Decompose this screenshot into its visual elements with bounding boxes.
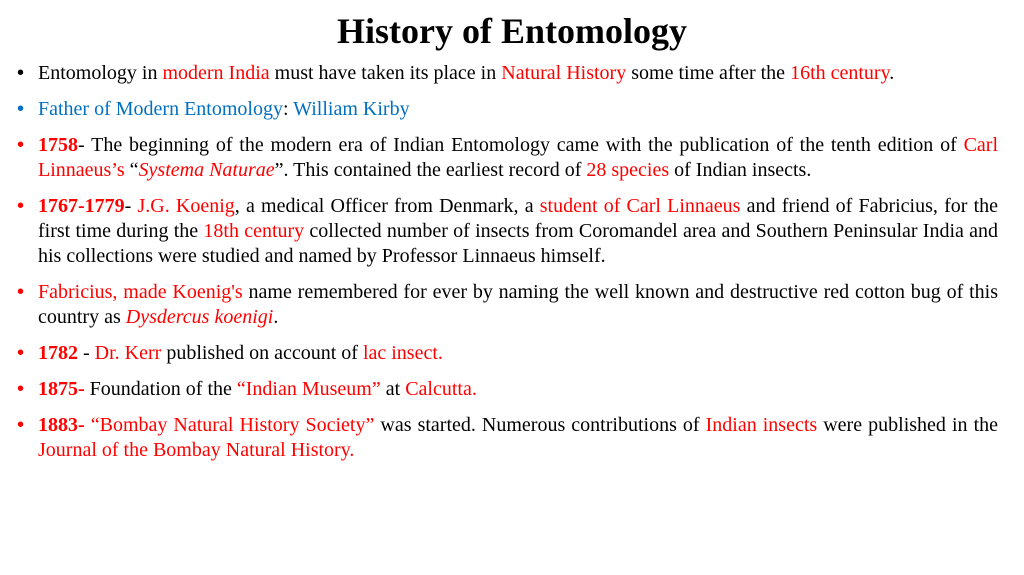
text-segment: - bbox=[78, 342, 95, 364]
text-segment: and friend of Fabricius, for the first time during the bbox=[38, 195, 998, 242]
text-segment: - bbox=[124, 195, 138, 217]
bullet-item-1782 bbox=[17, 341, 998, 366]
text-segment: Foundation of the bbox=[84, 378, 237, 400]
bullet-icon: • bbox=[17, 414, 25, 436]
father-label: Father of Modern Entomology bbox=[38, 98, 283, 120]
highlight-systema-naturae: Systema Naturae bbox=[138, 159, 275, 181]
bullet-item-father bbox=[17, 97, 998, 122]
text-segment: collected number of insects from Coromandel area and Southern Peninsular India and his collections were studied and named by Professor Linnaeus himself. bbox=[38, 220, 998, 267]
slide-title: History of Entomology bbox=[337, 11, 687, 51]
bullet-icon: • bbox=[17, 98, 25, 120]
highlight-lac-insect: lac insect. bbox=[362, 342, 443, 364]
bullet-icon: • bbox=[17, 378, 25, 400]
highlight-18th-century: 18th century bbox=[203, 220, 305, 242]
text-segment: . bbox=[889, 62, 895, 84]
text-segment: were published in the bbox=[817, 414, 999, 436]
text-segment: published on account of bbox=[161, 342, 363, 364]
text-segment: some time after the bbox=[626, 62, 791, 84]
highlight-linnaeus: Carl Linnaeus’s bbox=[38, 134, 998, 181]
highlight-fabricius: Fabricius, made Koenig's bbox=[38, 281, 243, 303]
text-segment: ”. This contained the earliest record of bbox=[274, 159, 587, 181]
bullet-item-1758 bbox=[17, 133, 998, 183]
highlight-indian-insects: Indian insects bbox=[705, 414, 818, 436]
year-label: 1875- bbox=[38, 378, 85, 400]
highlight-modern-india: modern India bbox=[162, 62, 270, 84]
text-segment: : bbox=[282, 98, 294, 120]
highlight-student: student of Carl Linnaeus bbox=[539, 195, 741, 217]
text-segment: Entomology in bbox=[38, 62, 163, 84]
text-segment: was started. Numerous contributions of bbox=[374, 414, 706, 436]
text-segment: “ bbox=[124, 159, 139, 181]
bullet-item-1875 bbox=[17, 377, 998, 402]
text-segment: name remembered for ever by naming the well known and destructive red cotton bug of this country as bbox=[38, 281, 998, 328]
bullet-item-fabricius bbox=[17, 280, 998, 330]
bullet-icon: • bbox=[17, 342, 25, 364]
highlight-dysdercus: Dysdercus koenigi bbox=[125, 306, 274, 328]
text-segment: at bbox=[380, 378, 406, 400]
year-label: 1767-1779 bbox=[38, 195, 125, 217]
text-segment: - The beginning of the modern era of Indian Entomology came with the publication of the tenth edition of bbox=[78, 134, 964, 156]
highlight-calcutta: Calcutta. bbox=[405, 378, 477, 400]
bullet-item-modern-india bbox=[17, 61, 998, 86]
highlight-journal: Journal of the Bombay Natural History. bbox=[38, 439, 355, 461]
highlight-natural-history: Natural History bbox=[501, 62, 627, 84]
bullet-icon: • bbox=[17, 281, 25, 303]
year-label: 1883- bbox=[38, 414, 85, 436]
text-segment: of Indian insects. bbox=[669, 159, 812, 181]
highlight-koenig: J.G. Koenig bbox=[137, 195, 235, 217]
highlight-dr-kerr: Dr. Kerr bbox=[94, 342, 162, 364]
bullet-icon: • bbox=[17, 134, 25, 156]
highlight-16th-century: 16th century bbox=[790, 62, 890, 84]
bullet-item-1883 bbox=[17, 413, 999, 463]
text-segment: . bbox=[273, 306, 279, 328]
highlight-indian-museum: “Indian Museum” bbox=[236, 378, 381, 400]
bullet-item-1767-1779 bbox=[17, 194, 998, 269]
highlight-bnhs: “Bombay Natural History Society” bbox=[90, 414, 375, 436]
text-segment: must have taken its place in bbox=[269, 62, 502, 84]
year-label: 1782 bbox=[38, 342, 78, 364]
highlight-28-species: 28 species bbox=[586, 159, 670, 181]
bullet-list bbox=[17, 61, 999, 474]
bullet-icon: • bbox=[17, 195, 25, 217]
bullet-icon: • bbox=[17, 62, 25, 84]
father-name: William Kirby bbox=[293, 98, 410, 120]
year-label: 1758 bbox=[38, 134, 78, 156]
text-segment: , a medical Officer from Denmark, a bbox=[234, 195, 540, 217]
